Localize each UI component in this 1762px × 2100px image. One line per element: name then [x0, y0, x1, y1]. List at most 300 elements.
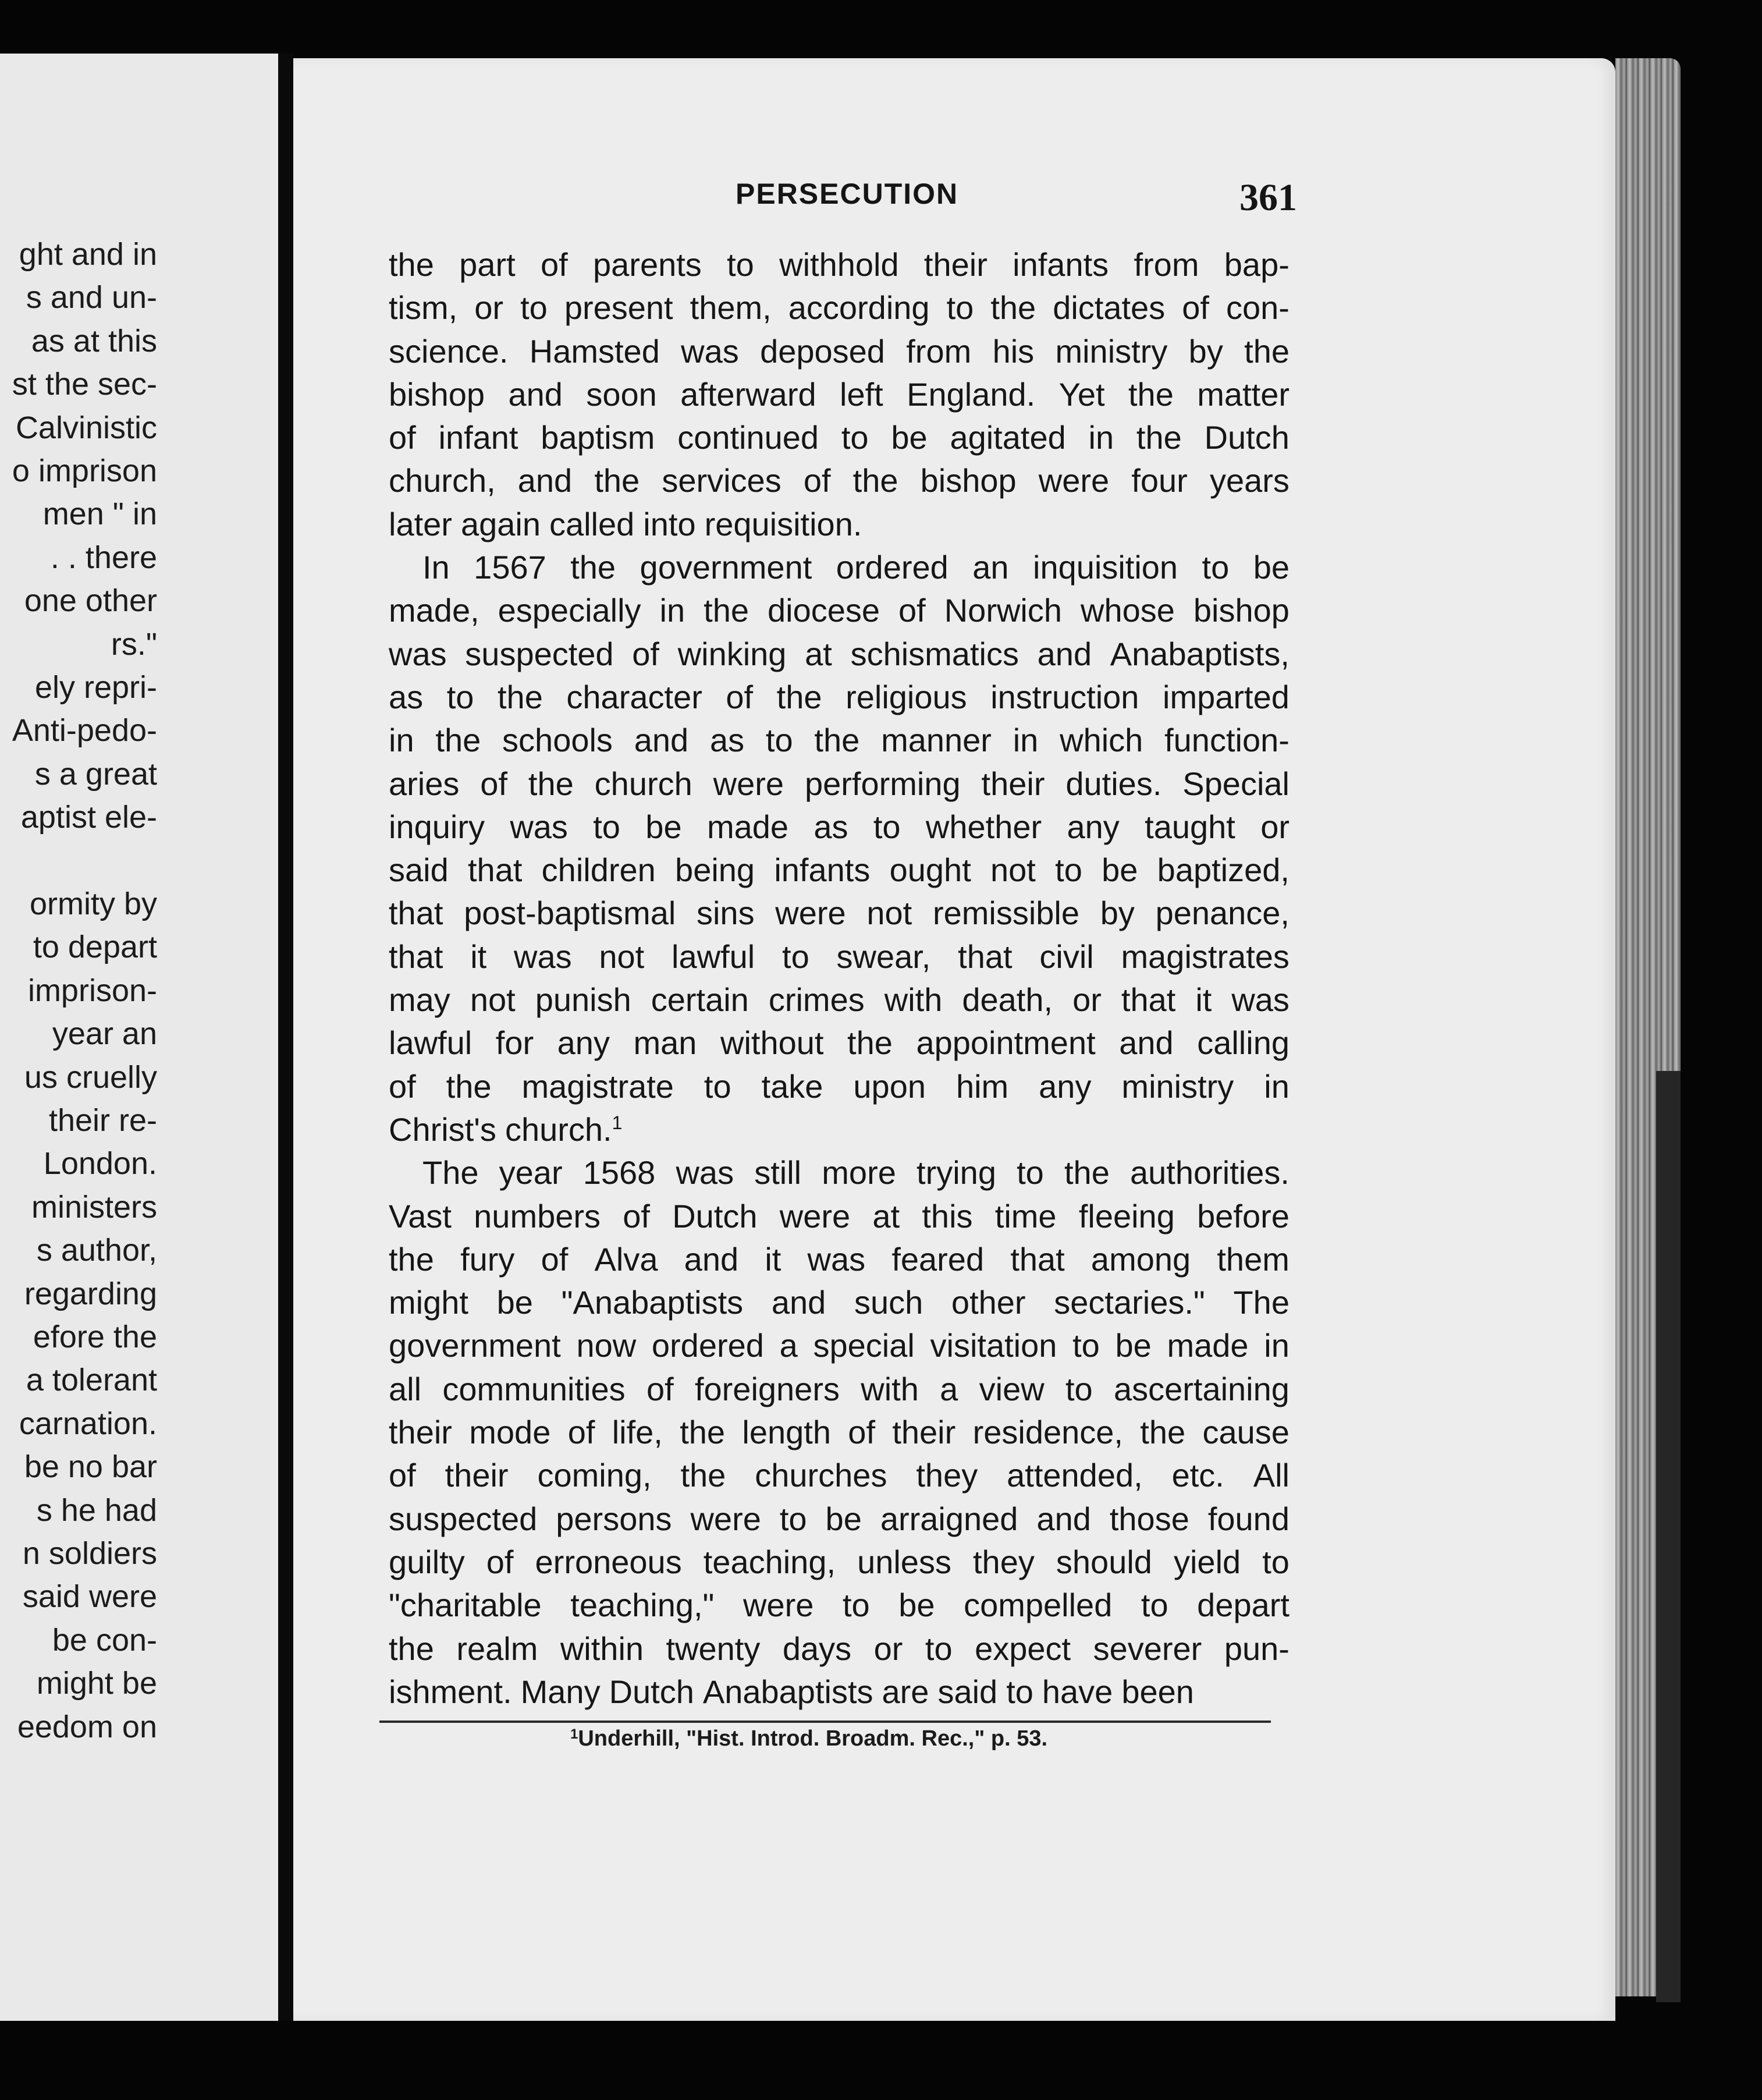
word: the — [446, 1067, 492, 1105]
word: post-baptismal — [464, 895, 676, 932]
word: of — [803, 462, 831, 499]
word: in — [389, 722, 414, 759]
text-line — [389, 1151, 1289, 1194]
word: in — [1264, 1327, 1289, 1364]
word: and — [684, 1240, 739, 1278]
text-line — [389, 1627, 1289, 1670]
word: 1568 — [582, 1154, 656, 1191]
word: remissible — [932, 895, 1079, 932]
word: inquiry — [389, 808, 485, 845]
word: and — [1037, 635, 1092, 672]
word: that — [958, 938, 1013, 975]
word: The — [1233, 1284, 1289, 1321]
word: the — [528, 765, 574, 802]
text-line — [389, 1411, 1289, 1454]
text-line — [389, 762, 1289, 806]
word: magistrate — [521, 1067, 674, 1105]
left-page-line: year an — [52, 1016, 157, 1052]
word: fleeing — [1078, 1197, 1175, 1235]
word: it — [1195, 981, 1212, 1019]
left-page-line: s he had — [36, 1492, 157, 1528]
text-line — [389, 719, 1289, 762]
left-page-line: s a great — [34, 756, 157, 792]
word: as — [813, 808, 848, 845]
word: and — [634, 722, 689, 759]
word: they — [916, 1457, 978, 1494]
word: take — [761, 1067, 823, 1105]
word: among — [1090, 1240, 1191, 1278]
text-line — [389, 1021, 1289, 1065]
word: to — [765, 722, 793, 759]
text-line — [389, 1324, 1289, 1367]
word: whether — [925, 808, 1042, 845]
word: church — [594, 765, 692, 802]
word: afterward — [680, 375, 816, 413]
word: or — [1260, 808, 1289, 845]
word: and — [1119, 1024, 1174, 1062]
word: the — [389, 1240, 434, 1278]
left-page-line: their re- — [48, 1103, 157, 1138]
word: death, — [962, 981, 1053, 1019]
word: "Anabaptists — [561, 1284, 744, 1321]
text-line — [389, 286, 1289, 329]
word: the — [594, 462, 640, 499]
word: their — [389, 1414, 452, 1451]
word: aries — [389, 765, 460, 802]
word: were — [775, 895, 846, 932]
text-line — [389, 1541, 1289, 1584]
word: arraigned — [880, 1500, 1018, 1537]
word: Hamsted — [529, 332, 660, 370]
word: this — [922, 1197, 973, 1235]
word: the — [389, 1630, 434, 1667]
text-line — [389, 978, 1289, 1021]
text-line — [389, 892, 1289, 935]
word: called — [549, 505, 635, 542]
text-line — [389, 1368, 1289, 1411]
word: Norwich — [944, 592, 1062, 629]
word: part — [459, 246, 516, 283]
word: soon — [586, 375, 657, 413]
word: was — [807, 1240, 866, 1278]
text-line — [389, 1195, 1289, 1238]
left-page-line: men " in — [42, 496, 157, 532]
word: all — [389, 1370, 422, 1407]
word: life, — [612, 1414, 663, 1451]
word: taught — [1145, 808, 1235, 845]
word: be — [1102, 852, 1138, 889]
word: in — [1264, 1067, 1289, 1105]
word: tism, — [389, 289, 458, 327]
word: it — [765, 1240, 781, 1278]
word: of — [632, 635, 659, 672]
word: of — [726, 678, 754, 715]
word: found — [1207, 1500, 1289, 1537]
body-text — [389, 243, 1289, 1714]
left-page-line: rs." — [111, 626, 157, 662]
word: a — [779, 1327, 798, 1364]
word: made — [1167, 1327, 1249, 1364]
word: matter — [1197, 375, 1289, 413]
word: bishop — [1193, 592, 1289, 629]
word: character — [566, 678, 702, 715]
word: agitated — [950, 419, 1066, 456]
word: winking — [677, 635, 787, 672]
word: guilty — [389, 1543, 465, 1580]
word: or — [1072, 981, 1102, 1019]
word: erroneous — [535, 1543, 682, 1580]
word: present — [564, 289, 673, 327]
word: from — [906, 332, 972, 370]
word: and — [517, 462, 573, 499]
word: Dutch — [1204, 419, 1289, 456]
word: sectaries." — [1054, 1284, 1205, 1321]
word: pun- — [1224, 1630, 1289, 1667]
word: residence, — [972, 1414, 1123, 1451]
word: swear, — [836, 938, 931, 975]
word: compelled — [964, 1587, 1113, 1624]
word: as — [389, 678, 424, 715]
word: again — [460, 505, 541, 542]
word: requisition. — [704, 505, 862, 542]
word: they — [973, 1543, 1035, 1580]
word: that — [468, 852, 523, 889]
left-page-line: as at this — [31, 323, 157, 359]
word: of — [848, 1414, 875, 1451]
word: calling — [1197, 1024, 1289, 1062]
word: that — [1010, 1240, 1065, 1278]
left-page-line: be con- — [52, 1622, 157, 1658]
book-gutter — [278, 54, 293, 2021]
word: still — [754, 1154, 802, 1191]
word: twenty — [666, 1630, 761, 1667]
word: their — [981, 765, 1045, 802]
left-page-line: might be — [36, 1666, 157, 1701]
text-line — [389, 416, 1289, 459]
word: authorities. — [1130, 1154, 1289, 1191]
word: their — [923, 246, 987, 283]
word: bishop — [389, 375, 485, 413]
left-page-line: s and un- — [26, 280, 157, 315]
word: "charitable — [389, 1587, 542, 1624]
word: persons — [556, 1500, 672, 1537]
left-page-line: o imprison — [12, 453, 157, 488]
word: were — [779, 1197, 851, 1235]
word: were — [743, 1587, 814, 1624]
word: for — [495, 1024, 534, 1062]
word: the — [1136, 419, 1182, 456]
text-line — [389, 373, 1289, 416]
word: whose — [1081, 592, 1175, 629]
word: was — [389, 635, 447, 672]
word: ishment. — [389, 1673, 512, 1710]
left-page-line: us cruelly — [24, 1059, 157, 1095]
word: be — [645, 808, 682, 845]
word: the — [680, 1414, 726, 1451]
text-line — [389, 330, 1289, 373]
word: view — [979, 1370, 1045, 1407]
word: to — [779, 1500, 807, 1537]
word: special — [813, 1327, 915, 1364]
word: 1567 — [474, 549, 546, 586]
word: schismatics — [850, 635, 1019, 672]
word: crimes — [768, 981, 865, 1019]
word: their — [892, 1414, 956, 1451]
word: may — [389, 981, 450, 1019]
left-page-line: be no bar — [24, 1449, 157, 1485]
word: made, — [389, 592, 479, 629]
word: ministry — [1121, 1067, 1234, 1105]
text-line — [389, 459, 1289, 502]
word: such — [854, 1284, 923, 1321]
word: made — [706, 808, 789, 845]
word: and — [508, 375, 563, 413]
word: con- — [1225, 289, 1289, 327]
word: to — [446, 678, 474, 715]
word: appointment — [916, 1024, 1096, 1062]
word: more — [822, 1154, 896, 1191]
word: them — [1217, 1240, 1289, 1278]
word: before — [1197, 1197, 1289, 1235]
text-line — [389, 503, 1289, 546]
word: England. — [907, 375, 1036, 413]
word: be — [1253, 549, 1289, 586]
word: continued — [677, 419, 819, 456]
text-line — [389, 1281, 1289, 1324]
word: man — [633, 1024, 697, 1062]
word: teaching, — [703, 1543, 836, 1580]
word: Special — [1182, 765, 1289, 802]
word: or — [474, 289, 504, 327]
word: withhold — [779, 246, 899, 283]
word: communities — [442, 1370, 626, 1407]
word: at — [872, 1197, 900, 1235]
word: any — [1067, 808, 1120, 845]
left-page-line: one other — [24, 583, 157, 619]
word: by — [1100, 895, 1135, 932]
word: civil — [1039, 938, 1094, 975]
word: the — [1140, 1414, 1186, 1451]
word: government — [640, 549, 812, 586]
word: numbers — [474, 1197, 601, 1235]
word: which — [1060, 722, 1143, 759]
word: punish — [535, 981, 631, 1019]
word: fury — [460, 1240, 515, 1278]
word: should — [1056, 1543, 1152, 1580]
word: infants — [774, 852, 871, 889]
left-page-line: efore the — [33, 1319, 157, 1354]
left-page-line: a tolerant — [26, 1363, 157, 1398]
text-line — [389, 1238, 1289, 1281]
word: not — [990, 852, 1036, 889]
word: sins — [696, 895, 755, 932]
word: duties. — [1065, 765, 1162, 802]
word: be — [891, 419, 928, 456]
word: upon — [853, 1067, 926, 1105]
word: the — [776, 678, 822, 715]
word: was — [510, 808, 568, 845]
text-line — [389, 1065, 1289, 1108]
word: performing — [804, 765, 961, 802]
word: to — [1072, 1327, 1100, 1364]
text-line — [389, 935, 1289, 978]
left-page-line: . . there — [50, 540, 157, 575]
word: with — [861, 1370, 919, 1407]
word: the — [570, 549, 616, 586]
word: be — [825, 1500, 862, 1537]
left-page-line: Anti-pedo- — [12, 713, 157, 749]
word: function- — [1164, 722, 1289, 759]
word: that — [1121, 981, 1176, 1019]
word: not — [599, 938, 645, 975]
word: feared — [891, 1240, 985, 1278]
word: to — [1006, 1673, 1033, 1710]
word: Yet — [1058, 375, 1105, 413]
word: church, — [389, 462, 496, 499]
left-page-line: ght and in — [19, 237, 157, 272]
word: later — [389, 505, 452, 542]
footnote-rule — [379, 1721, 1271, 1723]
word: bap- — [1224, 246, 1289, 283]
word: be — [1115, 1327, 1152, 1364]
word: certain — [651, 981, 749, 1019]
left-facing-page — [0, 54, 278, 2021]
word: to — [593, 808, 620, 845]
text-line — [389, 1108, 1289, 1151]
left-page-line: said were — [22, 1579, 157, 1615]
word: the — [497, 678, 543, 715]
word: children — [541, 852, 656, 889]
word: of — [486, 1543, 514, 1580]
word: to — [841, 419, 869, 456]
word: baptized, — [1157, 852, 1289, 889]
word: according — [788, 289, 930, 327]
word: Alva — [594, 1240, 658, 1278]
footnote-marker: 1 — [570, 1726, 578, 1742]
word: severer — [1093, 1630, 1202, 1667]
word: to — [925, 1630, 953, 1667]
word: his — [992, 332, 1035, 370]
word: years — [1209, 462, 1289, 499]
text-line — [389, 849, 1289, 892]
word: be — [898, 1587, 935, 1624]
word: to — [782, 938, 809, 975]
word: time — [994, 1197, 1057, 1235]
word: churches — [755, 1457, 887, 1494]
text-line — [389, 243, 1289, 286]
word: of — [541, 1240, 569, 1278]
left-page-line: ormity by — [29, 886, 157, 921]
word: not — [470, 981, 516, 1019]
word: attended, — [1007, 1457, 1143, 1494]
word: and — [771, 1284, 826, 1321]
word: that — [389, 938, 443, 975]
word: especially — [498, 592, 641, 629]
word: to — [946, 289, 974, 327]
word: penance, — [1155, 895, 1289, 932]
word: ministry — [1055, 332, 1168, 370]
word: Anabaptists, — [1110, 635, 1289, 672]
word: were — [713, 765, 784, 802]
word: realm — [456, 1630, 538, 1667]
left-page-line: ministers — [31, 1189, 157, 1225]
word: the — [1244, 332, 1289, 370]
footnote — [570, 1726, 1047, 1751]
word: science. — [389, 332, 509, 370]
word: the — [814, 722, 860, 759]
word: in — [1088, 419, 1114, 456]
left-page-line: carnation. — [19, 1406, 157, 1441]
word: was — [681, 332, 739, 370]
word: with — [884, 981, 943, 1019]
page-edges-shadow — [1656, 1071, 1681, 2002]
word: an — [972, 549, 1009, 586]
word: All — [1253, 1457, 1289, 1494]
word: of — [1182, 289, 1209, 327]
word: parents — [593, 246, 702, 283]
word: to — [1055, 852, 1082, 889]
word: imparted — [1163, 678, 1289, 715]
page-number: 361 — [1239, 176, 1297, 219]
word: of — [623, 1197, 650, 1235]
word: were — [1038, 462, 1110, 499]
word: expect — [975, 1630, 1071, 1667]
word: at — [805, 635, 832, 672]
word: that — [389, 895, 443, 932]
word: to — [842, 1587, 870, 1624]
left-page-line: st the sec- — [12, 367, 157, 402]
word: of — [646, 1370, 674, 1407]
word: Dutch — [672, 1197, 758, 1235]
word: deposed — [760, 332, 885, 370]
left-page-line: imprison- — [27, 973, 157, 1008]
word: infant — [438, 419, 518, 456]
word: as — [709, 722, 745, 759]
word: The — [422, 1154, 479, 1191]
word: of — [389, 1457, 416, 1494]
word: bishop — [920, 462, 1017, 499]
left-page-line: London. — [43, 1146, 157, 1182]
word: yield — [1173, 1543, 1241, 1580]
word: Vast — [389, 1197, 452, 1235]
word: to — [520, 289, 548, 327]
word: left — [840, 375, 883, 413]
word: now — [576, 1327, 637, 1364]
word: church.$^1$ — [505, 1111, 623, 1148]
word: might — [389, 1284, 468, 1321]
word: ought — [889, 852, 971, 889]
word: of — [898, 592, 926, 629]
word: the — [1064, 1154, 1110, 1191]
word: etc. — [1171, 1457, 1224, 1494]
word: been — [1121, 1673, 1194, 1710]
word: any — [557, 1024, 610, 1062]
word: said — [389, 852, 449, 889]
word: have — [1042, 1673, 1113, 1710]
word: to — [1262, 1543, 1289, 1580]
word: or — [873, 1630, 903, 1667]
word: are — [882, 1673, 929, 1710]
word: lawful — [672, 938, 755, 975]
word: the — [847, 1024, 893, 1062]
word: was — [676, 1154, 734, 1191]
word: to — [1202, 549, 1230, 586]
word: Many — [520, 1673, 601, 1710]
word: in — [1013, 722, 1039, 759]
word: the — [435, 722, 481, 759]
word: and — [1036, 1500, 1091, 1537]
text-line — [389, 1584, 1289, 1627]
